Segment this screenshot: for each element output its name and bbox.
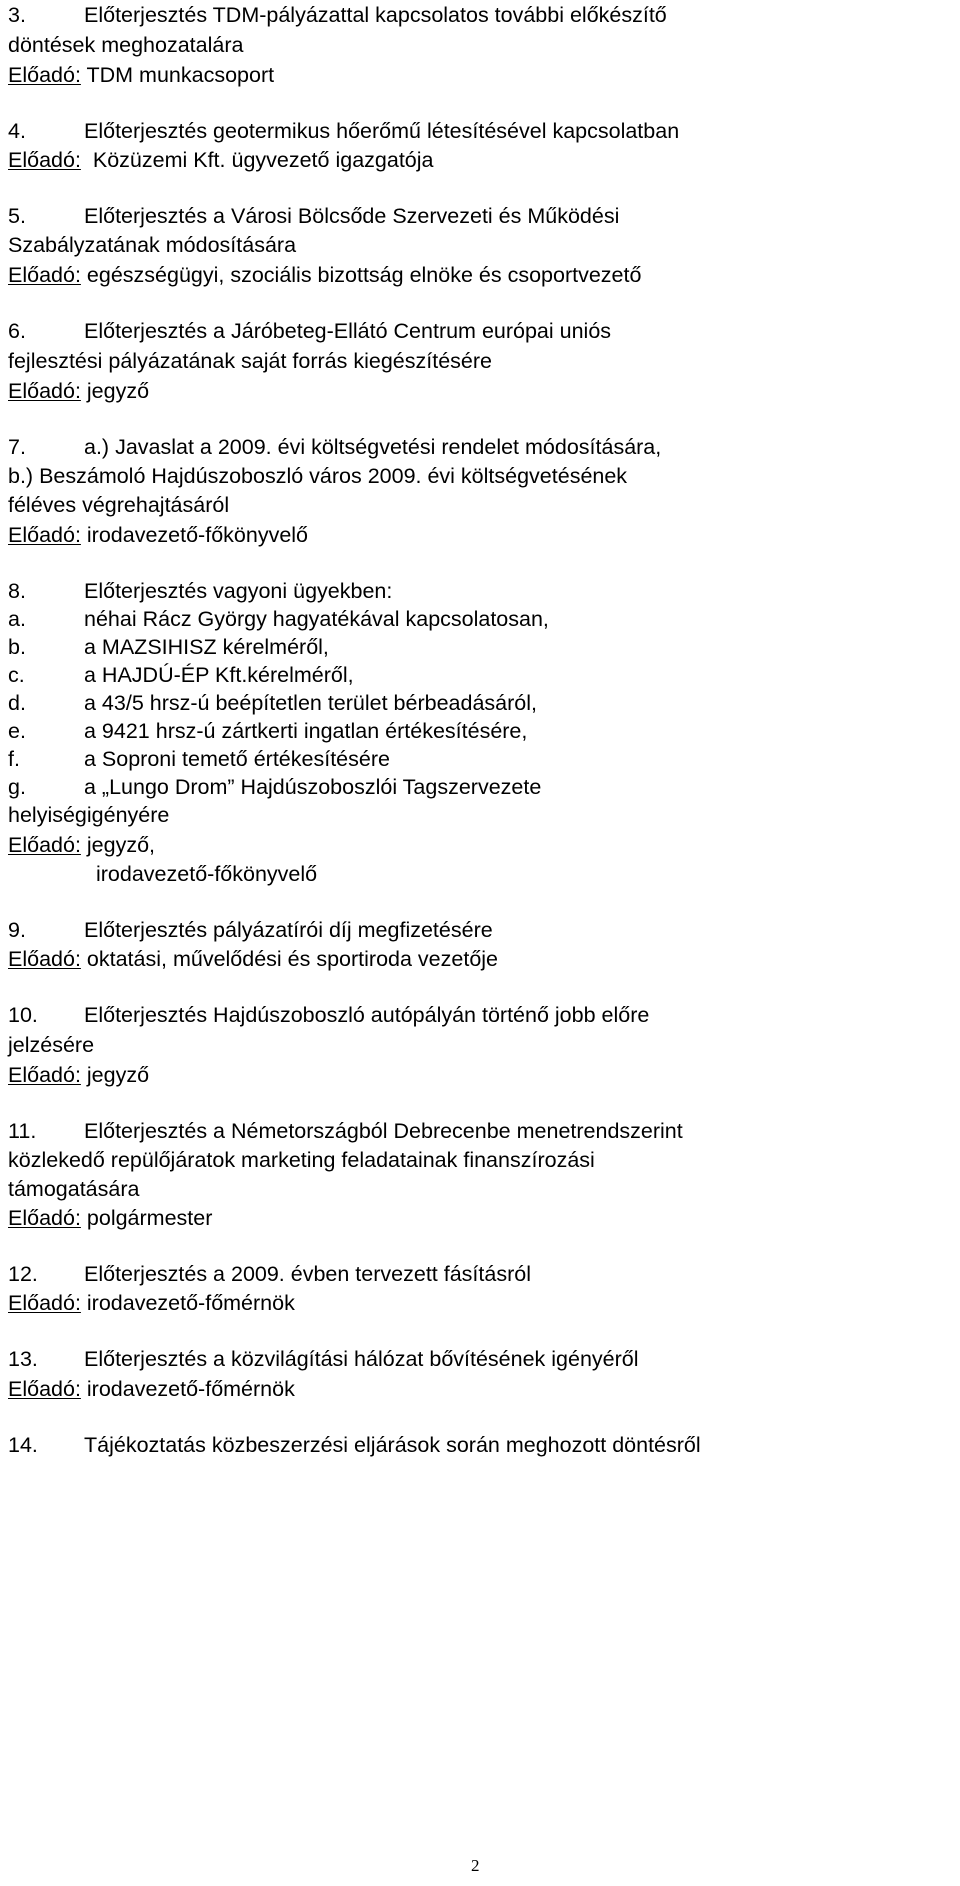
agenda-item-3-title-cont: döntések meghozatalára xyxy=(8,33,244,57)
subitem-letter: c. xyxy=(8,663,25,687)
agenda-item-11-title-cont: közlekedő repülőjáratok marketing feladatainak finanszírozási xyxy=(8,1148,595,1172)
agenda-item-5-title: 5. Előterjesztés a Városi Bölcsőde Szervezeti és Működési xyxy=(8,204,620,228)
agenda-subitem: c. a HAJDÚ-ÉP Kft.kérelméről, xyxy=(8,663,354,687)
item-number: 11. xyxy=(8,1119,37,1143)
presenter-label: Előadó: xyxy=(8,1206,81,1230)
agenda-item-14-title: 14. Tájékoztatás közbeszerzési eljárások során meghozott döntésről xyxy=(8,1433,701,1457)
agenda-item-9-presenter: Előadó: oktatási, művelődési és sportiroda vezetője xyxy=(8,947,499,971)
presenter-label: Előadó: xyxy=(8,523,81,547)
agenda-item-7-title: 7. a.) Javaslat a 2009. évi költségvetési rendelet módosítására, xyxy=(8,435,662,459)
agenda-subitem: a. néhai Rácz György hagyatékával kapcsolatosan, xyxy=(8,607,549,631)
item-number: 12. xyxy=(8,1262,38,1286)
agenda-subitem-cont: helyiségigényére xyxy=(8,803,170,827)
agenda-subitem: f. a Soproni temető értékesítésére xyxy=(8,747,390,771)
presenter-label: Előadó: xyxy=(8,263,81,287)
presenter-label: Előadó: xyxy=(8,1291,81,1315)
item-number: 14. xyxy=(8,1433,38,1457)
presenter-label: Előadó: xyxy=(8,148,81,172)
agenda-item-7-title-cont: féléves végrehajtásáról xyxy=(8,493,230,517)
agenda-item-10-title: 10. Előterjesztés Hajdúszoboszló autópályán történő jobb előre xyxy=(8,1003,650,1027)
page-number: 2 xyxy=(471,1856,480,1875)
agenda-subitem: d. a 43/5 hrsz-ú beépítetlen terület bérbeadásáról, xyxy=(8,691,537,715)
agenda-item-11-title: 11. Előterjesztés a Németországból Debrecenbe menetrendszerint xyxy=(8,1119,683,1143)
agenda-item-7-presenter: Előadó: irodavezető-főkönyvelő xyxy=(8,523,309,547)
agenda-item-8-presenter-cont: irodavezető-főkönyvelő xyxy=(96,862,318,886)
agenda-subitem: g. a „Lungo Drom” Hajdúszoboszlói Tagszervezete xyxy=(8,775,542,799)
agenda-item-5-title-cont: Szabályzatának módosítására xyxy=(8,233,297,257)
agenda-item-8-presenter: Előadó: jegyző, xyxy=(8,833,156,857)
agenda-item-6-title-cont: fejlesztési pályázatának saját forrás kiegészítésére xyxy=(8,349,492,373)
item-number: 4. xyxy=(8,119,26,143)
item-number: 6. xyxy=(8,319,26,343)
agenda-item-8-title: 8. Előterjesztés vagyoni ügyekben: xyxy=(8,579,393,603)
agenda-item-11-title-cont: támogatására xyxy=(8,1177,140,1201)
agenda-item-7-title-cont: b.) Beszámoló Hajdúszoboszló város 2009. évi költségvetésének xyxy=(8,464,628,488)
agenda-item-6-title: 6. Előterjesztés a Járóbeteg-Ellátó Centrum európai uniós xyxy=(8,319,612,343)
agenda-subitem: b. a MAZSIHISZ kérelméről, xyxy=(8,635,329,659)
agenda-item-12-title: 12. Előterjesztés a 2009. évben tervezett fásításról xyxy=(8,1262,531,1286)
presenter-label: Előadó: xyxy=(8,1377,81,1401)
subitem-letter: e. xyxy=(8,719,26,743)
agenda-item-6-presenter: Előadó: jegyző xyxy=(8,379,150,403)
agenda-item-5-presenter: Előadó: egészségügyi, szociális bizottság elnöke és csoportvezető xyxy=(8,263,642,287)
item-number: 10. xyxy=(8,1003,38,1027)
presenter-label: Előadó: xyxy=(8,1063,81,1087)
presenter-label: Előadó: xyxy=(8,947,81,971)
item-number: 3. xyxy=(8,3,26,27)
presenter-label: Előadó: xyxy=(8,63,81,87)
subitem-letter: a. xyxy=(8,607,26,631)
agenda-item-10-title-cont: jelzésére xyxy=(8,1033,95,1057)
item-number: 5. xyxy=(8,204,26,228)
agenda-item-12-presenter: Előadó: irodavezető-főmérnök xyxy=(8,1291,295,1315)
item-number: 13. xyxy=(8,1347,38,1371)
presenter-label: Előadó: xyxy=(8,379,81,403)
agenda-item-3-title: 3. Előterjesztés TDM-pályázattal kapcsolatos további előkészítő xyxy=(8,3,667,27)
agenda-item-4-presenter: Előadó: Közüzemi Kft. ügyvezető igazgatója xyxy=(8,148,434,172)
subitem-letter: b. xyxy=(8,635,26,659)
agenda-item-3-presenter: Előadó: TDM munkacsoport xyxy=(8,63,275,87)
agenda-subitem: e. a 9421 hrsz-ú zártkerti ingatlan értékesítésére, xyxy=(8,719,528,743)
agenda-item-4-title: 4. Előterjesztés geotermikus hőerőmű létesítésével kapcsolatban xyxy=(8,119,680,143)
agenda-item-13-presenter: Előadó: irodavezető-főmérnök xyxy=(8,1377,295,1401)
item-number: 9. xyxy=(8,918,26,942)
subitem-letter: d. xyxy=(8,691,26,715)
item-number: 7. xyxy=(8,435,26,459)
agenda-item-13-title: 13. Előterjesztés a közvilágítási hálózat bővítésének igényéről xyxy=(8,1347,639,1371)
presenter-label: Előadó: xyxy=(8,833,81,857)
agenda-item-10-presenter: Előadó: jegyző xyxy=(8,1063,150,1087)
agenda-item-11-presenter: Előadó: polgármester xyxy=(8,1206,213,1230)
item-number: 8. xyxy=(8,579,26,603)
subitem-letter: g. xyxy=(8,775,26,799)
subitem-letter: f. xyxy=(8,747,20,771)
agenda-item-9-title: 9. Előterjesztés pályázatírói díj megfizetésére xyxy=(8,918,493,942)
